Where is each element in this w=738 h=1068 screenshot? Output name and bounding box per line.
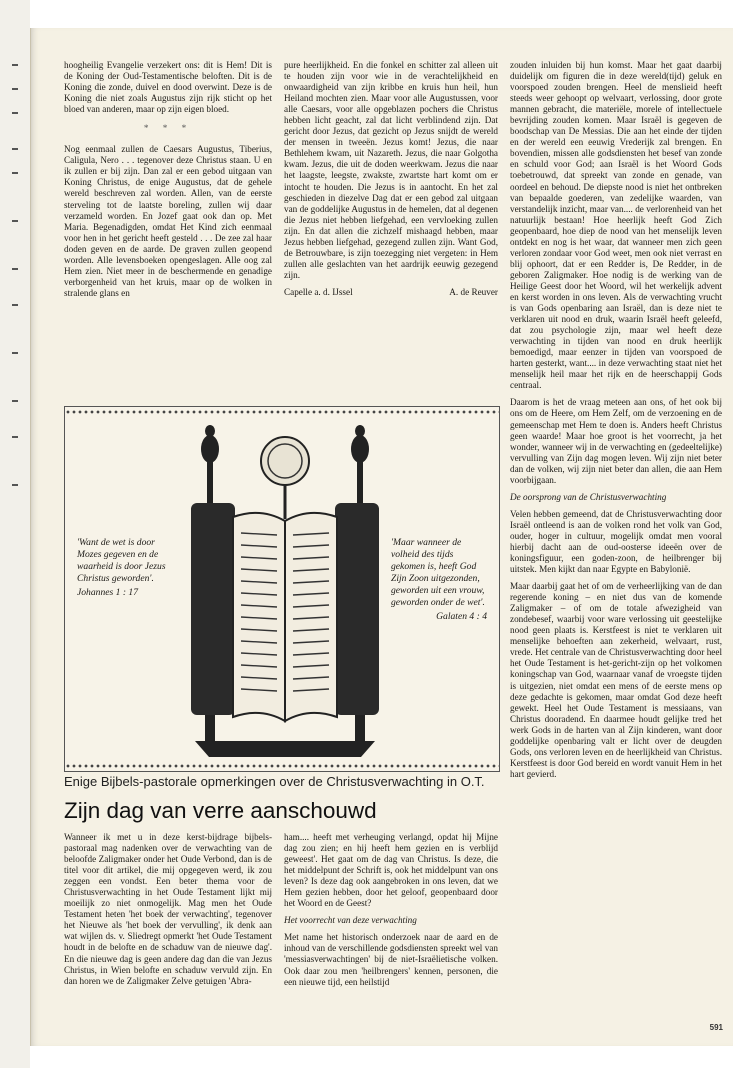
bead-border-top (65, 409, 499, 415)
author-name: A. de Reuver (449, 286, 498, 297)
article-title: Zijn dag van verre aanschouwd (64, 798, 377, 823)
caption-right-text: 'Maar wanneer de volheid des tijds gekomen is, heeft God Zijn Zoon uitgezonden, geworden uit een vrouw, geworden onder de wet'. (391, 537, 485, 608)
column-3 (510, 60, 722, 786)
caption-left-reference: Johannes 1 : 17 (77, 587, 139, 598)
article-subtitle: Enige Bijbels-pastorale opmerkingen over de Christusverwachting in O.T. (64, 774, 485, 789)
torah-scroll-illustration (64, 406, 500, 772)
caption-right-reference: Galaten 4 : 4 (436, 611, 487, 622)
column-1-top (64, 60, 272, 305)
torah-scroll-icon (185, 421, 385, 759)
article-column-2 (284, 832, 498, 994)
paragraph: Wanneer ik met u in deze kerst-bijdrage bijbels-pastoraal mag nadenken over de verwachting van de beloofde Zaligmaker onder het Oude Verbond, dan is de titel voor dit artikel, die mij opgegeven werd, ik zou zeggen een vondst. Een beter thema voor de Christusverwachting in het Oude Testament lijkt mij moeilijk zo niet onmogelijk. Mag men het Oude Testament heten 'het boek der verwachting', tegenover het Nieuwe als 'het boek der vervulling', ik denk aan wat wijlen ds. v. Sliedregt opmerkt 'het Oude Testament houdt in de belofte en de schaduw van de nieuwe dag'. En die nieuwe dag is geen andere dag dan die van Jezus Christus, in Wien belofte en schaduw vervuld zijn. En dan horen we de Zaligmaker Zelve getuigen 'Abra- (64, 832, 272, 986)
paragraph: hoogheilig Evangelie verzekert ons: dit is Hem! Dit is de Koning der Oud-Testamentische beloften. Dit is de Koning die zonde, duivel en dood overwint. Deze is de Koning die niet zoals Augustus zijn rijk sticht op het bloed van anderen, maar op zijn eigen bloed. (64, 60, 272, 115)
column-2-top (284, 60, 498, 298)
paragraph: pure heerlijkheid. En die fonkel en schitter zal alleen uit te houden zijn voor wie in de verachtelijkheid en onwaardigheid van zijn kribbe en kruis hun heil, hun Heiland mochten zien. Maar voor alle Augustussen, voor alle Caesars, voor alle opgeblazen pochers die Christus hebben licht geacht, zal dat licht verblindend zijn. Dat gericht door Jezus, dat gezicht op Jezus snijdt de wereld der mensen in tweeën. Jezus komt! Jezus, die naar Bethlehem kwam, uit Nazareth. Jezus, die naar Golgotha kwam. Jezus, die uit de doden weerkwam. Jezus die naar het laagste, leegste, zwakste, zwartste hart komt om er intocht te houden. Die Jezus is in aantocht. En het zal geschieden in diezelve Dag dat er een gebod zal uitgaan van de goddelijke Augustus in de hemelen, dat al degenen die Jezus niet hebben liefgehad, een vervloeking zullen zijn. En dat allen die zichzelf mishaagd hebben, maar Jezus hebben liefgehad, gezegend zullen zijn. Want God, de Betrouwbare, is zijn toezegging niet vergeten: in Hem zullen alle geslachten van het aardrijk eeuwig gezegend zijn. (284, 60, 498, 280)
caption-left-text: 'Want de wet is door Mozes gegeven en de waarheid is door Jezus Christus geworden'. (77, 537, 166, 584)
place-name: Capelle a. d. IJssel (284, 286, 353, 297)
paragraph: zouden inluiden bij hun komst. Maar het gaat daarbij duidelijk om figuren die in deze wereld(tijd) geluk en voorspoed zouden brengen. Heel de menslieid heeft steeds weer gehoopt op welvaart, verlossing, door grote mannen gebracht, die materiële, morele of intellectuele bevrijding zouden komen. Maar Israël is gegeven de boodschap van De Messias. Die aan het einde der tijden en der wereld een eeuwig Vrederijk zal brengen. En bovendien, missen alle godsdiensten het besef van zonde en schuld voor God; aan Israël is het Woord Gods toebetrouwd, dat spreekt van zonde en genade, van oordeel en behoud. De diepste nood is niet het ontbreken van bepaalde goederen, van zedelijke waarden, van verstandelijk inzicht, maar van.... de verlorenheid van het natuurlijk bestaan! Hoe heerlijk heeft God Zich geopenbaard, hoe diep de nood van het menselijk leven ontdekt en nog is het waar, dat wanneer men zich geen verloren zondaar voor God weet, men ook niet verrast en blij ophoort, dat er een Redder is, De Redder, in de geboren Zaligmaker. Hoe nodig is de werking van de Heilige Geest door het Woord, wil het werkelijk advent en kerst worden in ons leven. Als de verwachting vrucht is van Gods openbaring aan Israël, dan is deze niet te verklaren uit nood en druk, waarin Israël heeft geleefd, dat zou psychologie zijn, maar wel heeft deze verwachting in tijden van nood en druk heerlijk bemoedigd, maar eenzer in tijden van voorspoed de harten gesterkt, want.... in deze verwachting staat niet het menselijk heil maar het rijk en de heerschappij Gods centraal. (510, 60, 722, 391)
caption-right (391, 537, 487, 623)
section-divider: * * * (143, 123, 193, 134)
paragraph: Met name het historisch onderzoek naar de aard en de inhoud van de verschillende godsdiensten spreekt wel van 'messiasverwachtingen' bij de niet-Israëlietische volken. Ook daar zou men 'heilbrengers' kennen, personen, die een nieuwe tijd, een heilstijd (284, 932, 498, 987)
page-number: 591 (709, 1023, 723, 1032)
signature-line (284, 287, 498, 298)
caption-left (77, 537, 173, 599)
paragraph: Velen hebben gemeend, dat de Christusverwachting door Israël ontleend is aan de volken rond het volk van God, ouder, hoger in cultuur, mogelijk omdat men vooral hierbij dacht aan de oud-oosterse ideeën over de koningsfiguur, een goden-zoon, de heilbrenger bij uitstek. Men kijkt dan naar Egypte en Babylonië. (510, 508, 722, 575)
paragraph: Maar daarbij gaat het of om de verheerlijking van de dan regerende koning – en niet dus van de komende Zaligmaker – of om de totale afwezigheid van zondebesef, waarbij voor ware verlossing uit geestelijke nood geen plaats is. Kerstfeest is niet te verklaren uit menselijke behoeften aan zekerheid, welvaart, rust, vrede. Het centrale van de Christusverwachting door heel het Oude Testament is het-gericht-zijn op het volkomen koningschap van God, waarnaar vanaf de vroegste tijden is uitgezien, niet omdat een mens of de eerste mens op deze gedachte is gekomen, maar omdat God deze heeft gewekt. Heel het Oude Testament is messiaans, van Christus dooradend. En daarmee houdt gelijke tred het werk Gods in de harten van al Zijn kinderen, want door goddelijke openbaring valt er licht over de deugden Gods, ons verloren leven en de heerlijkheid van Christus. Kerstfeest is door God bereid en wordt vanuit Hem in het hart gevierd. (510, 581, 722, 779)
article-column-1 (64, 832, 272, 993)
paragraph: ham.... heeft met verheuging verlangd, opdat hij Mijne dag zou zien; en hij heeft hem gezien en is verblijd geweest'. Het gaat om de dag van Christus. Is deze, die het middelpunt der Schrift is, ook het middelpunt van ons leven? Is deze dag ook aangebroken in ons leven, dat we Hem gezien hebben, door het geloof, geopenbaard door het Woord en de Geest? (284, 832, 498, 909)
paragraph: Nog eenmaal zullen de Caesars Augustus, Tiberius, Caligula, Nero . . . tegenover deze Christus staan. U en ik zullen er bij zijn. Dan zal er een gebod uitgaan van Koning Christus, de enige Augustus, dat de gehele wereld beschreven zal worden. Allen, van de eerste sterveling tot de laatste boreling, zullen wij daar verzameld worden. En Jozef gaat ook dan op. Met Maria. Begenadigden, omdat Het Kind zich eenmaal voor hen in het gericht heeft gesteld . . . De zee zal haar doden geven en de aarde. De graven zullen geopend worden. Alle levensboeken opengeslagen. Alle oog zal Hem zien. Niet meer in de beschermende en genadige verborgenheid van het kruis, maar op de wolken in stralende glans en (64, 144, 272, 298)
section-subheading: De oorsprong van de Christusverwachting (510, 491, 667, 502)
bead-border-bottom (65, 763, 499, 769)
section-subheading: Het voorrecht van deze verwachting (284, 915, 417, 926)
previous-page-edge (0, 0, 30, 1068)
paragraph: Daarom is het de vraag meteen aan ons, of het ook bij ons om de Heere, om Hem Zelf, om de verzoening en de gemeenschap met Hem te doen is. Anders heeft Christus geen waarde! Maar hoe groot is het voorrecht, ja het wonder, wanneer wij in de verwachting en (gedeeltelijke) vervulling van Zijn dag mogen leven. Wij zijn niet beter dan de volken, wij zijn niet beter dan allen, die aan Hem voorbijgaan. (510, 397, 722, 485)
magazine-page (30, 28, 733, 1046)
